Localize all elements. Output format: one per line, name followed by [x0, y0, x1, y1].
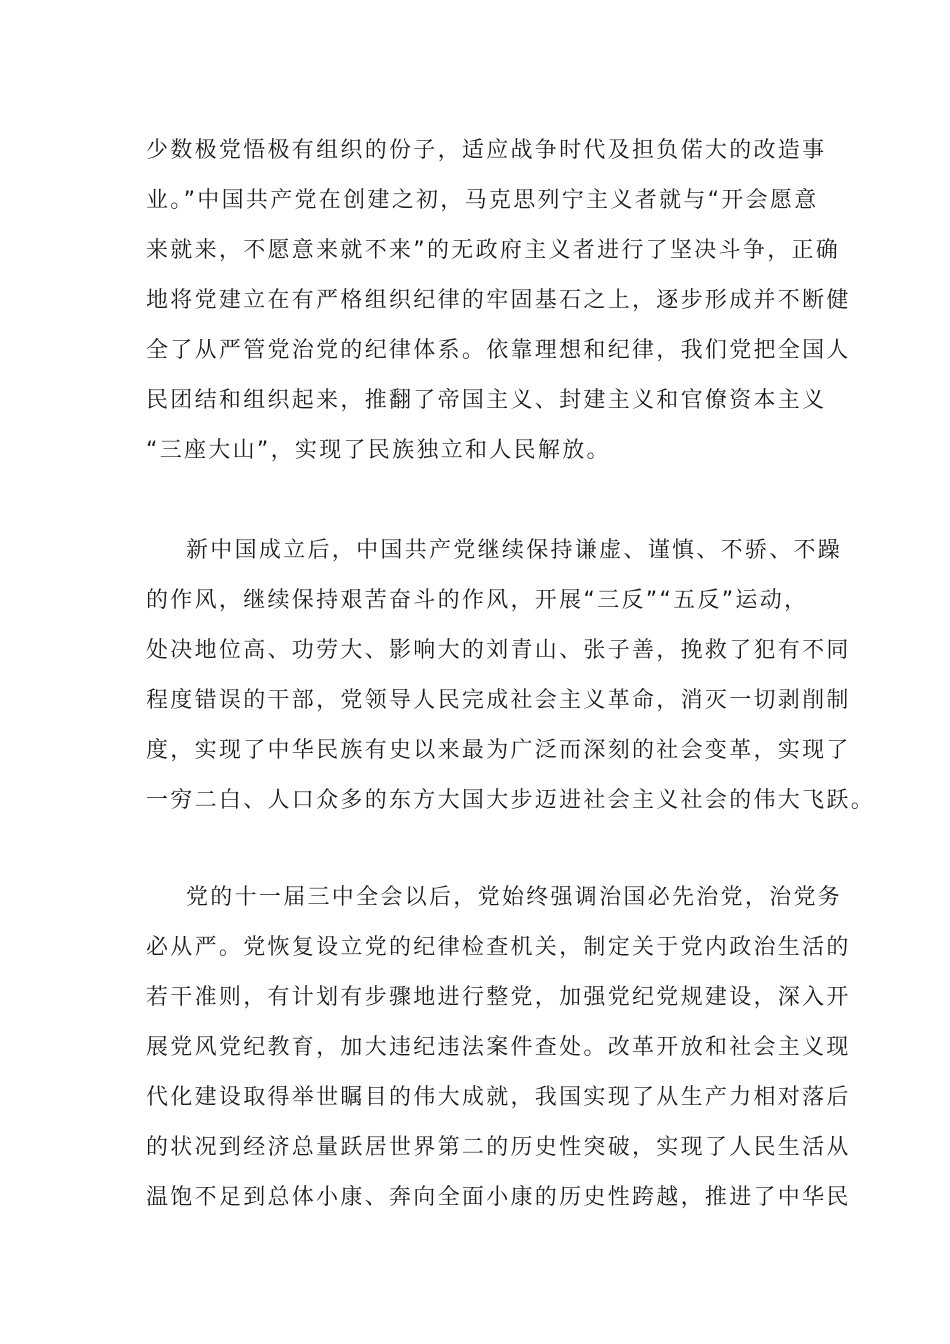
text-line: 地将党建立在有严格组织纪律的牢固基石之上，逐步形成并不断健	[146, 288, 851, 313]
paragraph-2	[146, 526, 876, 826]
text-line: 业。”中国共产党在创建之初，马克思列宁主义者就与“开会愿意	[146, 188, 819, 213]
text-line: 的状况到经济总量跃居世界第二的历史性突破，实现了人民生活从	[146, 1135, 851, 1160]
text-line: 一穷二白、人口众多的东方大国大步迈进社会主义社会的伟大飞跃。	[146, 788, 876, 813]
text-line: 全了从严管党治党的纪律体系。依靠理想和纪律，我们党把全国人	[146, 338, 851, 363]
text-line-first: 新中国成立后，中国共产党继续保持谦虚、谨慎、不骄、不躁	[186, 538, 843, 563]
paragraph-1	[146, 126, 851, 476]
text-line: 代化建设取得举世瞩目的伟大成就，我国实现了从生产力相对落后	[146, 1085, 851, 1110]
paragraph-3	[146, 873, 851, 1223]
text-line: 温饱不足到总体小康、奔向全面小康的历史性跨越，推进了中华民	[146, 1185, 851, 1210]
text-line-first: 党的十一届三中全会以后，党始终强调治国必先治党，治党务	[186, 885, 843, 910]
text-line: 的作风，继续保持艰苦奋斗的作风，开展“三反”“五反”运动，	[146, 588, 809, 613]
text-line: 度，实现了中华民族有史以来最为广泛而深刻的社会变革，实现了	[146, 738, 851, 763]
text-line: 若干准则，有计划有步骤地进行整党，加强党纪党规建设，深入开	[146, 985, 851, 1010]
text-line: 少数极党悟极有组织的份子，适应战争时代及担负偌大的改造事	[146, 138, 827, 163]
text-line: 展党风党纪教育，加大违纪违法案件查处。改革开放和社会主义现	[146, 1035, 851, 1060]
text-line: 民团结和组织起来，推翻了帝国主义、封建主义和官僚资本主义	[146, 388, 827, 413]
text-line: 必从严。党恢复设立党的纪律检查机关，制定关于党内政治生活的	[146, 935, 851, 960]
text-line: 处决地位高、功劳大、影响大的刘青山、张子善，挽救了犯有不同	[146, 638, 851, 663]
text-line: 程度错误的干部，党领导人民完成社会主义革命，消灭一切剥削制	[146, 688, 851, 713]
text-line: 来就来，不愿意来就不来”的无政府主义者进行了坚决斗争，正确	[146, 238, 841, 263]
text-line: “三座大山”，实现了民族独立和人民解放。	[146, 438, 611, 463]
